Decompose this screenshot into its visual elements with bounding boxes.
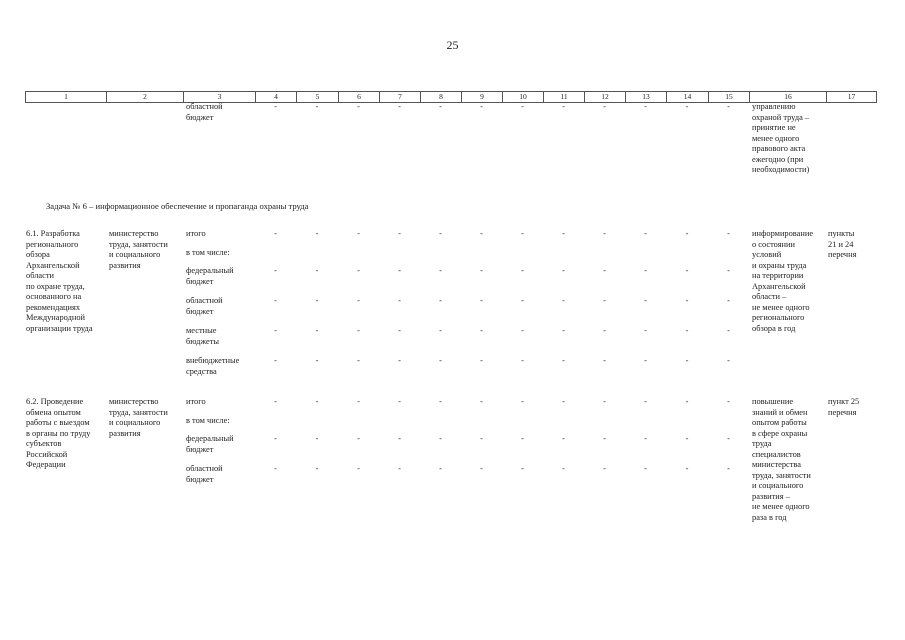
amount-cell: - xyxy=(603,326,606,335)
amount-cell: - xyxy=(315,102,319,111)
expected-result-text: труда xyxy=(752,439,772,448)
header-col-15: 15 xyxy=(708,92,749,102)
expected-result-text: Архангельской xyxy=(752,281,806,291)
amount-cell: - xyxy=(727,464,730,473)
header-col-14: 14 xyxy=(666,92,708,102)
expected-result-text: обзора в год xyxy=(752,323,796,333)
amount-cell: - xyxy=(480,434,483,443)
amount-cell: - xyxy=(603,102,606,111)
amount-cell: - xyxy=(480,356,483,365)
amount-cell: - xyxy=(562,397,565,406)
amount-cell: - xyxy=(480,229,483,238)
amount-cell: - xyxy=(480,464,483,473)
expected-result-text: и социального xyxy=(752,481,804,490)
responsible-executor: труда, занятости xyxy=(109,407,168,417)
responsible-executor: министерство xyxy=(109,397,159,406)
amount-cell: - xyxy=(521,296,524,305)
measure-title: в органы по труду xyxy=(26,428,91,438)
amount-cell: - xyxy=(727,229,730,238)
amount-cell: - xyxy=(562,464,565,473)
expected-result-text: области – xyxy=(752,292,787,301)
header-col-17: 17 xyxy=(826,92,877,102)
amount-cell: - xyxy=(562,356,565,365)
amount-cell: - xyxy=(727,397,730,406)
expected-result-text: условий xyxy=(752,250,782,259)
amount-cell: - xyxy=(644,229,647,238)
header-col-9: 9 xyxy=(461,92,502,102)
amount-cell: - xyxy=(480,397,483,406)
amount-cell: - xyxy=(357,266,360,275)
expected-result-text: не менее одного xyxy=(752,302,810,312)
amount-cell: - xyxy=(398,356,401,365)
amount-cell: - xyxy=(274,266,277,275)
amount-cell: - xyxy=(521,397,524,406)
amount-cell: - xyxy=(439,434,442,443)
funding-source-label: средства xyxy=(186,366,217,376)
responsible-executor: труда, занятости xyxy=(109,239,168,249)
measure-title: организации труда xyxy=(26,323,93,333)
amount-cell: - xyxy=(644,356,647,365)
responsible-executor: развития xyxy=(109,428,141,438)
amount-cell: - xyxy=(521,464,524,473)
amount-cell: - xyxy=(315,326,319,335)
header-col-7: 7 xyxy=(379,92,420,102)
reference-text: перечня xyxy=(828,250,857,259)
amount-cell: - xyxy=(644,296,647,305)
amount-cell: - xyxy=(315,464,319,473)
header-col-10: 10 xyxy=(502,92,543,102)
header-col-2: 2 xyxy=(106,92,183,102)
expected-result-text: труда, занятости xyxy=(752,470,811,480)
amount-cell: - xyxy=(521,326,524,335)
header-col-11: 11 xyxy=(543,92,584,102)
amount-cell: - xyxy=(603,397,606,406)
amount-cell: - xyxy=(357,356,360,365)
funding-source-label: бюджет xyxy=(186,112,214,122)
amount-cell: - xyxy=(644,266,647,275)
measure-title: регионального xyxy=(26,239,79,249)
amount-cell: - xyxy=(521,102,524,111)
amount-cell: - xyxy=(685,326,689,335)
page-number: 25 xyxy=(446,38,459,52)
expected-result-text: развития – xyxy=(752,491,790,501)
measure-title: области xyxy=(26,271,54,280)
responsible-executor: и социального xyxy=(109,418,161,427)
amount-cell: - xyxy=(603,356,606,365)
amount-cell: - xyxy=(644,397,647,406)
amount-cell: - xyxy=(562,434,565,443)
expected-result-text: знаний и обмен xyxy=(752,407,808,417)
amount-cell: - xyxy=(480,266,483,275)
header-col-4: 4 xyxy=(255,92,296,102)
expected-result-text: повышение xyxy=(752,397,794,406)
amount-cell: - xyxy=(398,464,401,473)
amount-cell: - xyxy=(439,266,442,275)
measure-title: Архангельской xyxy=(26,260,80,270)
amount-cell: - xyxy=(357,326,360,335)
amount-cell: - xyxy=(685,229,689,238)
amount-cell: - xyxy=(315,229,319,238)
amount-cell: - xyxy=(685,356,689,365)
measure-title: работы с выездом xyxy=(26,418,90,427)
amount-cell: - xyxy=(439,229,442,238)
amount-cell: - xyxy=(727,266,730,275)
amount-cell: - xyxy=(315,266,319,275)
header-col-8: 8 xyxy=(420,92,461,102)
expected-result-text: министерства xyxy=(752,460,801,469)
measure-title: обмена опытом xyxy=(26,407,81,417)
measure-title: субъектов xyxy=(26,439,62,448)
amount-cell: - xyxy=(439,296,442,305)
amount-cell: - xyxy=(274,397,277,406)
amount-cell: - xyxy=(521,266,524,275)
amount-cell: - xyxy=(644,434,647,443)
amount-cell: - xyxy=(685,464,689,473)
amount-cell: - xyxy=(644,326,647,335)
amount-cell: - xyxy=(439,326,442,335)
funding-source-label: бюджет xyxy=(186,276,214,286)
amount-cell: - xyxy=(398,326,401,335)
expected-result-text: правового акта xyxy=(752,144,806,153)
amount-cell: - xyxy=(357,102,360,111)
expected-result-text: принятие не xyxy=(752,123,796,132)
reference-text: пункты xyxy=(828,229,855,238)
expected-result-text: управлению xyxy=(752,102,796,111)
amount-cell: - xyxy=(439,397,442,406)
amount-cell: - xyxy=(727,326,730,335)
funding-source-label: бюджет xyxy=(186,444,214,454)
amount-cell: - xyxy=(274,356,277,365)
measure-title: 6.2. Проведение xyxy=(26,397,84,406)
amount-cell: - xyxy=(562,326,565,335)
responsible-executor: развития xyxy=(109,260,141,270)
amount-cell: - xyxy=(439,464,442,473)
amount-cell: - xyxy=(398,434,401,443)
amount-cell: - xyxy=(357,296,360,305)
expected-result-text: опытом работы xyxy=(752,418,807,427)
expected-result-text: не менее одного xyxy=(752,502,810,511)
amount-cell: - xyxy=(685,102,689,111)
funding-source-label: итого xyxy=(186,229,206,238)
amount-cell: - xyxy=(274,464,277,473)
amount-cell: - xyxy=(562,296,565,305)
amount-cell: - xyxy=(398,296,401,305)
measure-title: 6.1. Разработка xyxy=(26,229,80,238)
measure-title: обзора xyxy=(26,250,50,259)
amount-cell: - xyxy=(644,464,647,473)
header-col-1: 1 xyxy=(25,92,106,102)
amount-cell: - xyxy=(685,266,689,275)
amount-cell: - xyxy=(315,397,319,406)
amount-cell: - xyxy=(439,356,442,365)
header-col-6: 6 xyxy=(338,92,379,102)
amount-cell: - xyxy=(480,326,483,335)
amount-cell: - xyxy=(480,102,483,111)
funding-source-label: в том числе: xyxy=(186,248,230,257)
header-col-13: 13 xyxy=(625,92,666,102)
amount-cell: - xyxy=(603,266,606,275)
amount-cell: - xyxy=(315,356,319,365)
header-col-3: 3 xyxy=(183,92,255,102)
funding-source-label: внебюджетные xyxy=(186,356,240,365)
amount-cell: - xyxy=(603,296,606,305)
amount-cell: - xyxy=(357,397,360,406)
expected-result-text: информирование xyxy=(752,229,814,238)
funding-source-label: областной xyxy=(186,464,223,473)
amount-cell: - xyxy=(274,434,277,443)
expected-result-text: на территории xyxy=(752,271,804,280)
responsible-executor: и социального xyxy=(109,250,161,259)
expected-result-text: и охраны труда xyxy=(752,260,807,270)
expected-result-text: охраной труда – xyxy=(752,112,810,122)
amount-cell: - xyxy=(398,397,401,406)
measure-title: Российской xyxy=(26,449,68,459)
expected-result-text: в сфере охраны xyxy=(752,428,808,438)
amount-cell: - xyxy=(398,102,401,111)
amount-cell: - xyxy=(685,397,689,406)
funding-source-label: в том числе: xyxy=(186,416,230,425)
reference-text: пункт 25 xyxy=(828,397,860,406)
amount-cell: - xyxy=(727,102,730,111)
amount-cell: - xyxy=(315,434,319,443)
funding-source-label: федеральный xyxy=(186,434,234,443)
responsible-executor: министерство xyxy=(109,229,159,238)
amount-cell: - xyxy=(603,434,606,443)
amount-cell: - xyxy=(521,229,524,238)
funding-source-label: бюджеты xyxy=(186,336,220,346)
funding-source-label: итого xyxy=(186,397,206,406)
amount-cell: - xyxy=(274,326,277,335)
expected-result-text: раза в год xyxy=(752,512,787,522)
amount-cell: - xyxy=(274,229,277,238)
amount-cell: - xyxy=(727,296,730,305)
funding-source-label: бюджет xyxy=(186,306,214,316)
reference-text: перечня xyxy=(828,407,857,417)
expected-result-text: регионального xyxy=(752,313,805,322)
header-col-12: 12 xyxy=(584,92,625,102)
amount-cell: - xyxy=(315,296,319,305)
amount-cell: - xyxy=(562,102,565,111)
amount-cell: - xyxy=(357,434,360,443)
amount-cell: - xyxy=(521,356,524,365)
amount-cell: - xyxy=(274,296,277,305)
funding-source-label: областной xyxy=(186,296,223,305)
expected-result-text: о состоянии xyxy=(752,239,795,249)
amount-cell: - xyxy=(603,464,606,473)
header-col-16: 16 xyxy=(749,92,826,102)
expected-result-text: необходимости) xyxy=(752,165,810,174)
measure-title: рекомендациях xyxy=(26,302,81,312)
amount-cell: - xyxy=(727,356,730,365)
reference-text: 21 и 24 xyxy=(828,239,854,249)
amount-cell: - xyxy=(562,229,565,238)
measure-title: Международной xyxy=(26,313,86,322)
amount-cell: - xyxy=(644,102,647,111)
amount-cell: - xyxy=(562,266,565,275)
amount-cell: - xyxy=(357,464,360,473)
amount-cell: - xyxy=(357,229,360,238)
amount-cell: - xyxy=(727,434,730,443)
amount-cell: - xyxy=(398,266,401,275)
amount-cell: - xyxy=(603,229,606,238)
measure-title: по охране труда, xyxy=(26,281,85,291)
table-header-row xyxy=(25,91,877,103)
funding-source-label: федеральный xyxy=(186,266,234,275)
amount-cell: - xyxy=(439,102,442,111)
expected-result-text: ежегодно (при xyxy=(752,154,804,164)
expected-result-text: специалистов xyxy=(752,449,801,459)
expected-result-text: менее одного xyxy=(752,133,800,143)
measure-title: Федерации xyxy=(26,460,66,469)
funding-source-label: бюджет xyxy=(186,474,214,484)
amount-cell: - xyxy=(685,296,689,305)
measure-title: основанного на xyxy=(26,292,82,301)
funding-source-label: областной xyxy=(186,102,223,111)
header-col-5: 5 xyxy=(296,92,338,102)
amount-cell: - xyxy=(274,102,277,111)
task-title: Задача № 6 – информационное обеспечение и пропаганда охраны труда xyxy=(46,201,309,211)
amount-cell: - xyxy=(398,229,401,238)
amount-cell: - xyxy=(480,296,483,305)
amount-cell: - xyxy=(685,434,689,443)
amount-cell: - xyxy=(521,434,524,443)
funding-source-label: местные xyxy=(186,326,217,335)
